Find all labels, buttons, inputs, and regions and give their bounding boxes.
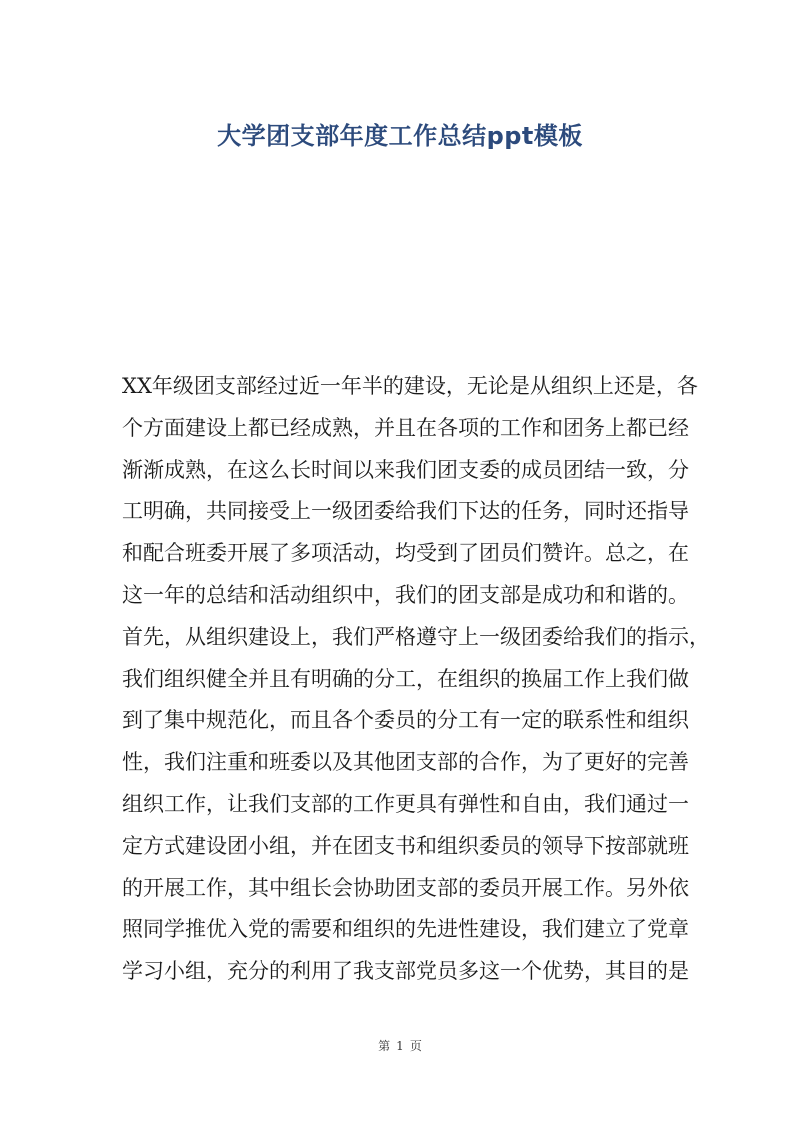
document-title: 大学团支部年度工作总结ppt模板 bbox=[217, 122, 583, 150]
body-line: 这一年的总结和活动组织中，我们的团支部是成功和和谐的。 bbox=[122, 582, 689, 607]
body-line: 和配合班委开展了多项活动，均受到了团员们赞许。总之，在 bbox=[122, 541, 689, 566]
body-line: 的开展工作，其中组长会协助团支部的委员开展工作。另外依 bbox=[122, 875, 689, 900]
body-line: 工明确，共同接受上一级团委给我们下达的任务，同时还指导 bbox=[122, 499, 689, 524]
body-line: 照同学推优入党的需要和组织的先进性建设，我们建立了党章 bbox=[122, 917, 689, 942]
body-line: 我们组织健全并且有明确的分工，在组织的换届工作上我们做 bbox=[122, 666, 689, 691]
page-number: 1 bbox=[396, 1039, 404, 1053]
page-footer bbox=[0, 1038, 800, 1054]
body-line: 组织工作，让我们支部的工作更具有弹性和自由，我们通过一 bbox=[122, 791, 689, 816]
document-body bbox=[122, 366, 710, 993]
body-line: 学习小组，充分的利用了我支部党员多这一个优势，其目的是 bbox=[122, 959, 689, 984]
body-line: 到了集中规范化，而且各个委员的分工有一定的联系性和组织 bbox=[122, 708, 689, 733]
page-number-prefix: 第 bbox=[378, 1039, 391, 1053]
page-number-suffix: 页 bbox=[409, 1039, 422, 1053]
body-line: XX年级团支部经过近一年半的建设，无论是从组织上还是，各 bbox=[122, 374, 698, 398]
body-line: 性，我们注重和班委以及其他团支部的合作，为了更好的完善 bbox=[122, 750, 689, 775]
body-line: 定方式建设团小组，并在团支书和组织委员的领导下按部就班 bbox=[122, 833, 689, 858]
body-line: 首先，从组织建设上，我们严格遵守上一级团委给我们的指示， bbox=[122, 624, 710, 649]
body-line: 渐渐成熟，在这么长时间以来我们团支委的成员团结一致，分 bbox=[122, 457, 689, 482]
body-line: 个方面建设上都已经成熟，并且在各项的工作和团务上都已经 bbox=[122, 415, 689, 440]
